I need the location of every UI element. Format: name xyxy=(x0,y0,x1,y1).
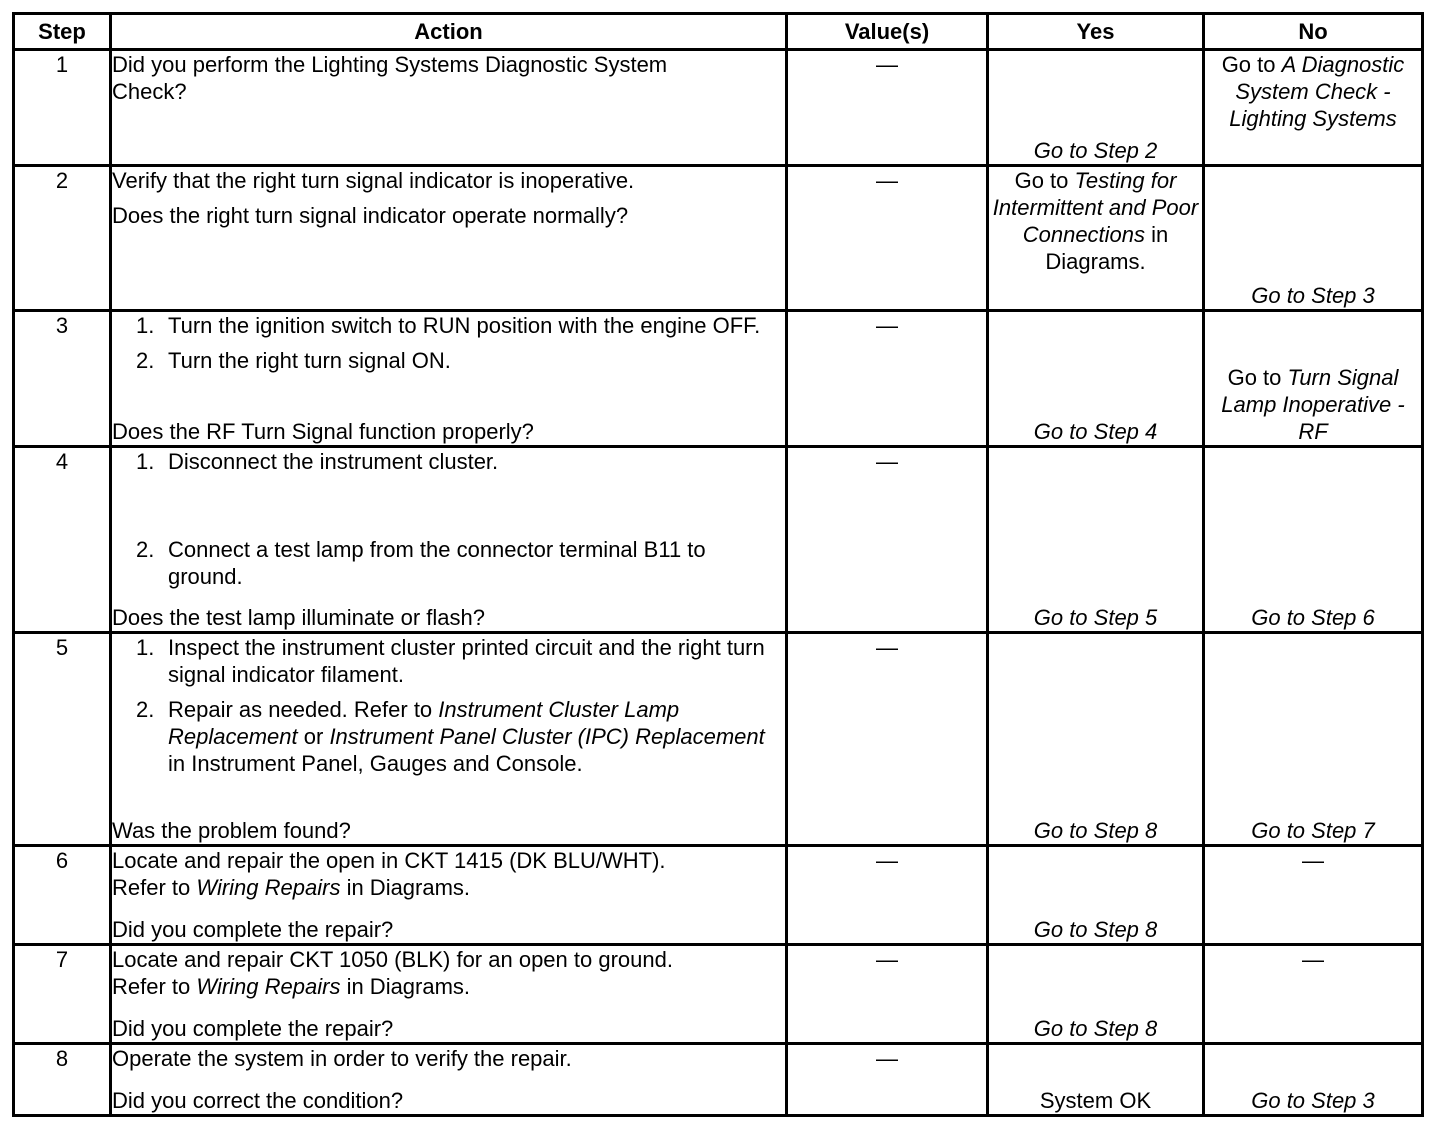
step-number: 8 xyxy=(14,1043,111,1115)
no-cell xyxy=(1204,1043,1423,1115)
table-row-step-3 xyxy=(14,311,1423,447)
no-cell xyxy=(1204,447,1423,632)
no-cell xyxy=(1204,50,1423,166)
action-text: Verify that the right turn signal indicator is inoperative. xyxy=(112,168,635,194)
text-fragment: Refer to xyxy=(112,874,197,900)
no-cell xyxy=(1204,632,1423,845)
list-number: 2. xyxy=(136,696,155,722)
header-action: Action xyxy=(111,14,787,50)
yes-cell xyxy=(988,845,1204,944)
yes-cell xyxy=(988,944,1204,1043)
list-item xyxy=(136,448,785,475)
action-question: Was the problem found? xyxy=(112,817,351,843)
list-text: Connect a test lamp from the connector terminal B11 to ground. xyxy=(168,537,706,590)
value-cell: — xyxy=(787,944,988,1043)
table-row-step-8 xyxy=(14,1043,1423,1115)
text-fragment: Repair as needed. Refer to xyxy=(168,696,439,722)
no-prefix: Go to xyxy=(1227,365,1288,391)
action-question: Did you correct the condition? xyxy=(112,1088,404,1113)
yes-cell xyxy=(988,166,1204,311)
yes-result: Go to Step 8 xyxy=(1033,916,1158,942)
text-fragment: or xyxy=(297,723,330,749)
yes-result: Go to Step 8 xyxy=(1033,817,1158,843)
action-text: Did you perform the Lighting Systems Diagnostic System Check? xyxy=(112,52,668,104)
reference-link: Instrument Panel Cluster (IPC) Replacement xyxy=(329,723,765,749)
action-text: Locate and repair CKT 1050 (BLK) for an open to ground. xyxy=(112,946,673,972)
list-text: Inspect the instrument cluster printed circuit and the right turn signal indicator filament. xyxy=(168,634,765,687)
action-question: Does the RF Turn Signal function properly? xyxy=(112,419,534,445)
action-reference xyxy=(112,874,785,901)
yes-result: Go to Step 4 xyxy=(1033,419,1158,445)
yes-cell xyxy=(988,632,1204,845)
list-item xyxy=(136,696,785,777)
no-reference: A Diagnostic System Check - Lighting Systems xyxy=(1229,52,1405,131)
yes-cell xyxy=(988,447,1204,632)
action-question: Does the test lamp illuminate or flash? xyxy=(112,604,485,630)
action-cell xyxy=(111,1043,787,1115)
no-result xyxy=(1205,364,1421,445)
value-cell: — xyxy=(787,50,988,166)
table-row-step-5 xyxy=(14,632,1423,845)
header-yes: Yes xyxy=(988,14,1204,50)
list-item xyxy=(136,347,785,374)
text-fragment: Refer to xyxy=(112,973,197,999)
action-cell xyxy=(111,447,787,632)
list-text: Disconnect the instrument cluster. xyxy=(168,449,499,475)
reference-link: Instrument Cluster Lamp Replacement xyxy=(168,696,680,749)
step-number: 3 xyxy=(14,311,111,447)
value-cell: — xyxy=(787,632,988,845)
step-number: 1 xyxy=(14,50,111,166)
list-number: 1. xyxy=(136,449,155,475)
yes-reference: Testing for Intermittent and Poor Connections xyxy=(992,168,1199,248)
value-cell: — xyxy=(787,311,988,447)
text-fragment: in Diagrams. xyxy=(340,973,471,999)
list-number: 2. xyxy=(136,537,155,563)
no-cell: — xyxy=(1204,845,1423,944)
table-row-step-2 xyxy=(14,166,1423,311)
value-cell: — xyxy=(787,166,988,311)
action-question: Does the right turn signal indicator operate normally? xyxy=(112,203,629,229)
header-values: Value(s) xyxy=(787,14,988,50)
yes-result: Go to Step 5 xyxy=(1033,604,1158,630)
list-number: 2. xyxy=(136,348,155,374)
action-question: Did you complete the repair? xyxy=(112,1015,394,1041)
step-number: 2 xyxy=(14,166,111,311)
action-cell xyxy=(111,632,787,845)
step-number: 6 xyxy=(14,845,111,944)
yes-result xyxy=(989,167,1202,275)
action-cell xyxy=(111,845,787,944)
no-result: Go to Step 6 xyxy=(1251,604,1375,630)
yes-result: Go to Step 2 xyxy=(1033,138,1158,164)
step-number: 7 xyxy=(14,944,111,1043)
action-text: Locate and repair the open in CKT 1415 (DK BLU/WHT). xyxy=(112,847,666,873)
no-cell xyxy=(1204,166,1423,311)
action-question: Did you complete the repair? xyxy=(112,916,394,942)
table-row-step-6 xyxy=(14,845,1423,944)
yes-result: System OK xyxy=(1039,1088,1152,1113)
yes-suffix: in Diagrams. xyxy=(1045,222,1169,275)
reference-link: Wiring Repairs xyxy=(196,973,341,999)
list-number: 1. xyxy=(136,634,155,660)
step-number: 4 xyxy=(14,447,111,632)
yes-result: Go to Step 8 xyxy=(1033,1015,1158,1041)
header-step: Step xyxy=(14,14,111,50)
list-item xyxy=(136,634,785,688)
value-cell: — xyxy=(787,845,988,944)
no-cell xyxy=(1204,311,1423,447)
no-result: Go to Step 3 xyxy=(1251,1088,1375,1113)
yes-cell xyxy=(988,1043,1204,1115)
reference-link: Wiring Repairs xyxy=(196,874,341,900)
header-no: No xyxy=(1204,14,1423,50)
table-row-step-1 xyxy=(14,50,1423,166)
action-cell xyxy=(111,166,787,311)
action-reference xyxy=(112,973,785,1000)
text-fragment: in Diagrams. xyxy=(340,874,471,900)
list-text xyxy=(168,696,785,777)
text-fragment: in Instrument Panel, Gauges and Console. xyxy=(168,750,583,776)
table-row-step-4 xyxy=(14,447,1423,632)
no-reference: Turn Signal Lamp Inoperative - RF xyxy=(1221,365,1405,445)
no-prefix: Go to xyxy=(1221,52,1282,77)
value-cell: — xyxy=(787,447,988,632)
list-item xyxy=(136,536,785,590)
no-result: Go to Step 7 xyxy=(1251,817,1375,843)
list-text: Turn the ignition switch to RUN position with the engine OFF. xyxy=(168,313,761,339)
no-result xyxy=(1205,51,1421,132)
action-cell xyxy=(111,311,787,447)
list-number: 1. xyxy=(136,313,155,339)
yes-cell xyxy=(988,311,1204,447)
value-cell: — xyxy=(787,1043,988,1115)
table-row-step-7 xyxy=(14,944,1423,1043)
yes-prefix: Go to xyxy=(1014,168,1075,194)
action-cell xyxy=(111,50,787,166)
header-row xyxy=(14,14,1423,50)
action-text: Operate the system in order to verify the repair. xyxy=(112,1045,572,1071)
yes-cell xyxy=(988,50,1204,166)
action-cell xyxy=(111,944,787,1043)
list-text: Turn the right turn signal ON. xyxy=(168,348,451,374)
no-cell: — xyxy=(1204,944,1423,1043)
no-result: Go to Step 3 xyxy=(1251,283,1375,309)
list-item xyxy=(136,312,785,339)
step-number: 5 xyxy=(14,632,111,845)
diagnostic-table xyxy=(12,12,1424,1117)
